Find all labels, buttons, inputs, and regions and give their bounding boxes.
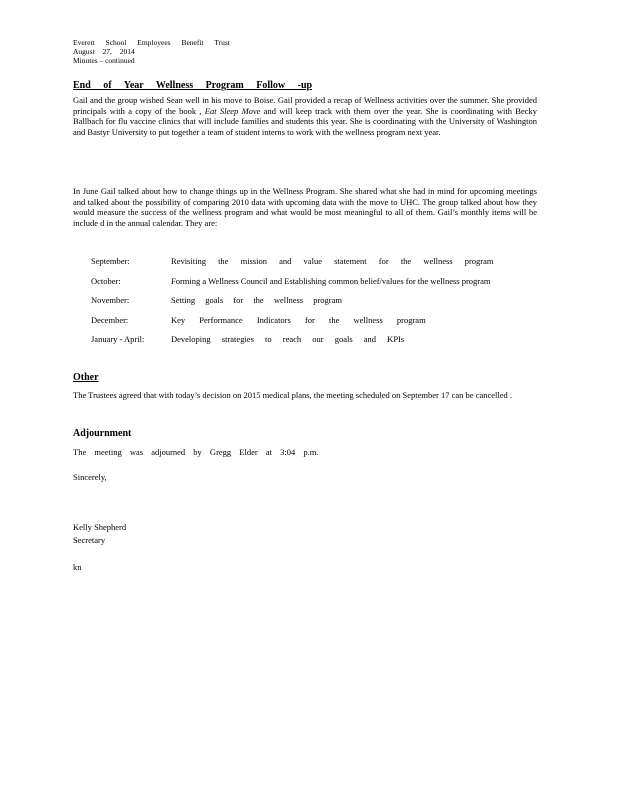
header-org: Everett School Employees Benefit Trust bbox=[73, 38, 230, 47]
month-label: October: bbox=[91, 275, 121, 286]
list-item bbox=[73, 295, 537, 306]
month-topic: Key Performance Indicators for the wellness program bbox=[171, 314, 426, 325]
month-label: January - April: bbox=[91, 334, 145, 345]
salutation: Sincerely, bbox=[73, 472, 107, 482]
list-item bbox=[73, 256, 537, 267]
month-label: September: bbox=[91, 256, 130, 266]
section-adjournment bbox=[73, 428, 537, 458]
list-item bbox=[73, 315, 537, 326]
paragraph-june-meeting: In June Gail talked about how to change things up in the Wellness Program. She shared what she had in mind for upcoming meetings and talked about the possibility of comparing 2010 data with upcoming data with the move to UHC. The group talked about how they would measure the success of the wellness program and what would be most meaningful to all of them. Gail’s monthly items will be include d in the annual calendar. They are: bbox=[73, 186, 537, 228]
header-continued: Minutes – continued bbox=[73, 56, 135, 65]
paragraph-adjournment: The meeting was adjourned by Gregg Elder at 3:04 p.m. bbox=[73, 447, 319, 457]
month-label: December: bbox=[91, 314, 129, 325]
calendar-list bbox=[73, 256, 537, 354]
document-header bbox=[73, 38, 537, 65]
heading-other: Other bbox=[73, 372, 99, 383]
section-wellness-followup bbox=[73, 80, 537, 137]
recap-text-b: and will keep track with them over the year. She is coordinating with Becky Ballbach for flu vaccine clinics that will include families and students this year. She is coordinating with the University of Washington and Bastyr University to put together a team of student interns to work with the wellness program next year. bbox=[73, 105, 538, 137]
signature-block bbox=[73, 521, 126, 547]
heading-wellness-followup: End of Year Wellness Program Follow -up bbox=[73, 80, 313, 91]
section-wellness-plans bbox=[73, 186, 537, 228]
header-date: August 27, 2014 bbox=[73, 47, 135, 56]
month-topic: Forming a Wellness Council and Establishing common belief/values for the wellness program bbox=[171, 275, 491, 286]
list-item bbox=[73, 276, 537, 287]
page-content bbox=[73, 38, 538, 572]
signer-title: Secretary bbox=[73, 535, 106, 545]
heading-adjournment: Adjournment bbox=[73, 428, 132, 439]
month-topic: Setting goals for the wellness program bbox=[171, 295, 343, 306]
paragraph-wellness-recap bbox=[73, 95, 537, 137]
month-topic: Revisiting the mission and value statement for the wellness program bbox=[171, 256, 494, 266]
list-item bbox=[73, 334, 537, 345]
typist-initials: kn bbox=[73, 562, 82, 572]
month-topic: Developing strategies to reach our goals and KPIs bbox=[171, 334, 405, 345]
section-other bbox=[73, 372, 537, 401]
paragraph-other: The Trustees agreed that with today’s decision on 2015 medical plans, the meeting scheduled on September 17 can be cancelled . bbox=[73, 390, 513, 400]
recap-text-a: Gail and the group wished Sean well in his move to Boise. Gail provided a recap of Wellness activities over the summer. She provided principals with a copy of the book , bbox=[73, 95, 537, 116]
signer-name: Kelly Shepherd bbox=[73, 522, 127, 532]
book-title: Eat Sleep Move bbox=[204, 105, 261, 116]
month-label: November: bbox=[91, 295, 130, 306]
